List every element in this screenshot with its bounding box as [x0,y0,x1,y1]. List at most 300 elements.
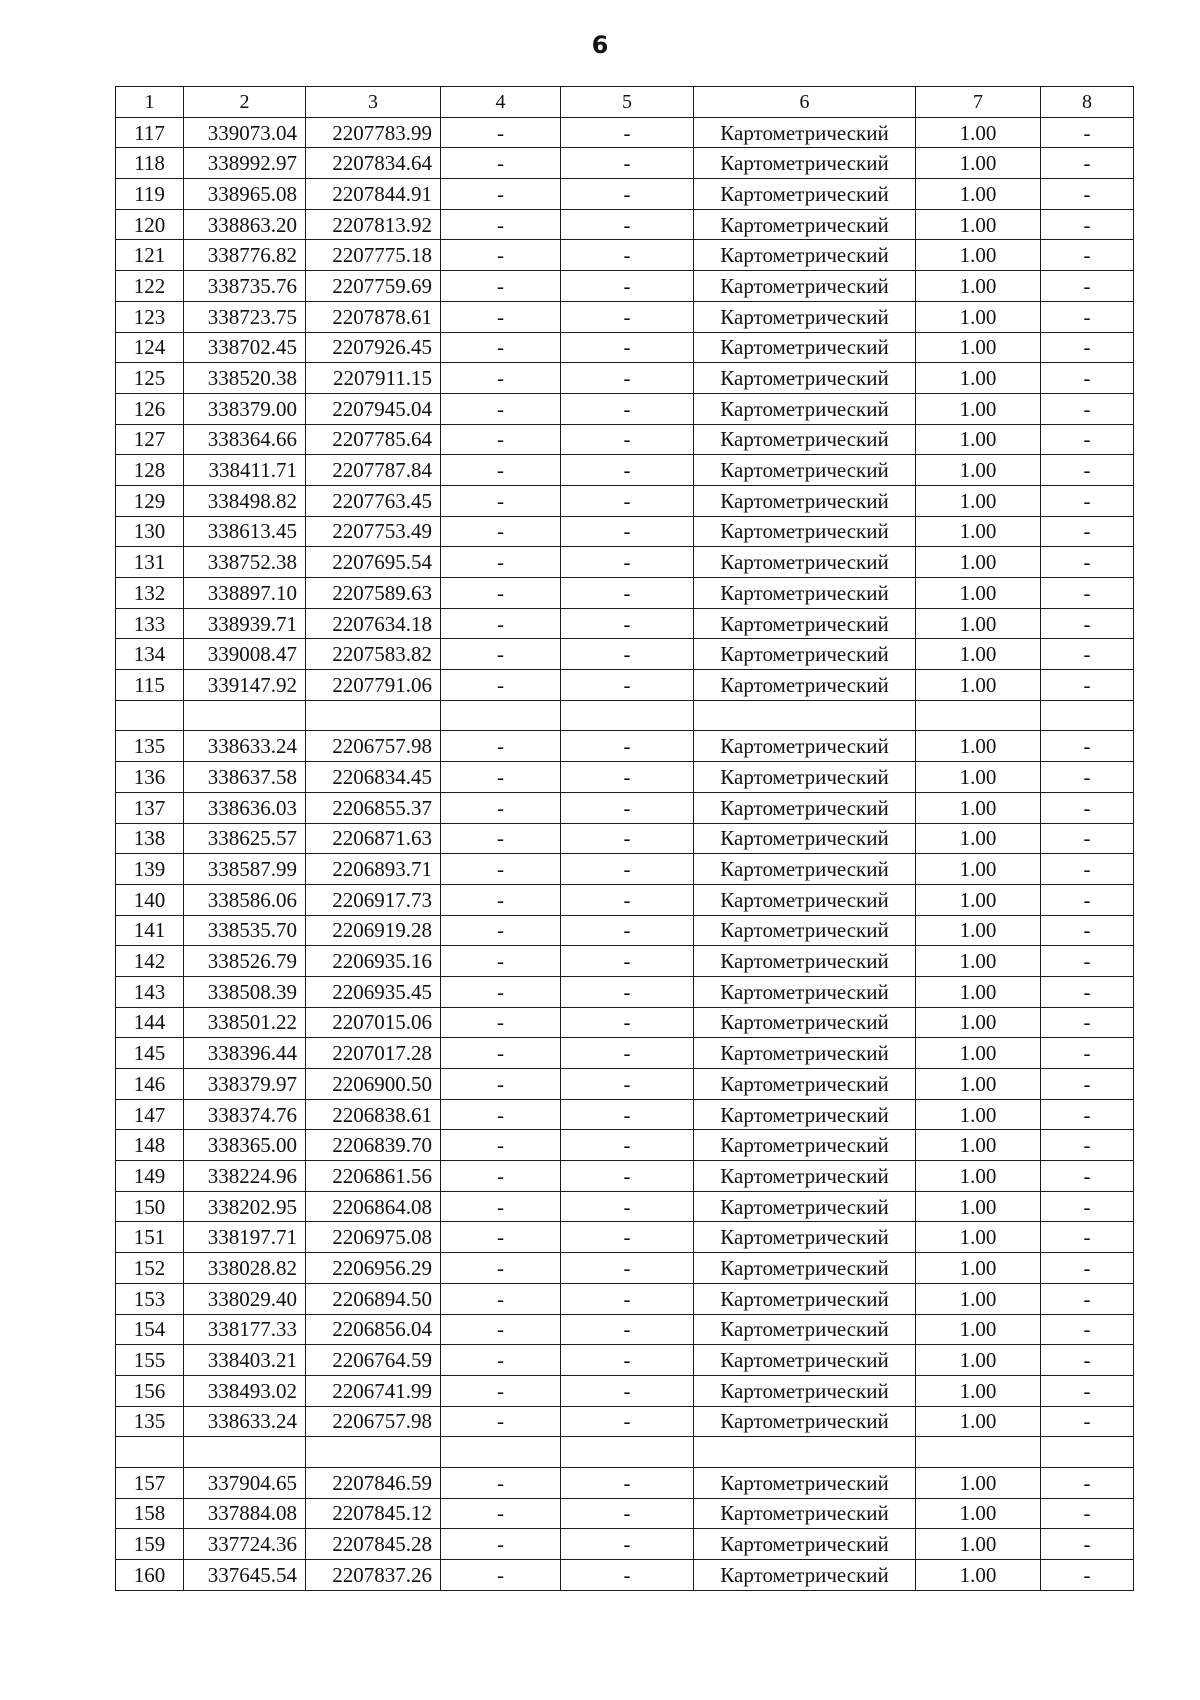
method-cell: Картометрический [694,1099,916,1130]
y-coordinate-cell: 2207775.18 [306,240,441,271]
method-cell: Картометрический [694,670,916,701]
table-row [116,1007,1134,1038]
y-coordinate-cell: 2206956.29 [306,1253,441,1284]
col4-cell: - [441,1406,561,1437]
point-number-cell: 120 [116,209,184,240]
col4-cell: - [441,639,561,670]
x-coordinate-cell: 338735.76 [184,271,306,302]
method-cell: Картометрический [694,854,916,885]
table-row [116,1560,1134,1591]
y-coordinate-cell: 2207759.69 [306,271,441,302]
point-number-cell: 156 [116,1375,184,1406]
table-body [116,87,1134,1591]
accuracy-cell: 1.00 [916,148,1041,179]
x-coordinate-cell: 338897.10 [184,578,306,609]
col8-cell: - [1041,148,1134,179]
accuracy-cell: 1.00 [916,332,1041,363]
x-coordinate-cell: 338613.45 [184,516,306,547]
x-coordinate-cell: 338028.82 [184,1253,306,1284]
accuracy-cell: 1.00 [916,1161,1041,1192]
table-row [116,700,1134,731]
x-coordinate-cell: 338723.75 [184,301,306,332]
method-cell: Картометрический [694,271,916,302]
x-coordinate-cell: 338992.97 [184,148,306,179]
x-coordinate-cell: 338637.58 [184,762,306,793]
col4-cell: - [441,1130,561,1161]
table-row [116,1130,1134,1161]
method-cell: Картометрический [694,1283,916,1314]
col5-cell: - [561,240,694,271]
y-coordinate-cell: 2207634.18 [306,608,441,639]
method-cell: Картометрический [694,179,916,210]
point-number-cell: 149 [116,1161,184,1192]
x-coordinate-cell: 338501.22 [184,1007,306,1038]
accuracy-cell [916,700,1041,731]
col8-cell: - [1041,1161,1134,1192]
col8-cell: - [1041,1498,1134,1529]
x-coordinate-cell: 337884.08 [184,1498,306,1529]
x-coordinate-cell: 338202.95 [184,1191,306,1222]
y-coordinate-cell: 2206834.45 [306,762,441,793]
method-cell [694,700,916,731]
point-number-cell: 158 [116,1498,184,1529]
col4-cell: - [441,455,561,486]
col5-cell: - [561,1069,694,1100]
col5-cell: - [561,976,694,1007]
y-coordinate-cell [306,1437,441,1468]
accuracy-cell: 1.00 [916,915,1041,946]
col4-cell: - [441,1069,561,1100]
col4-cell: - [441,240,561,271]
table-row [116,393,1134,424]
accuracy-cell: 1.00 [916,639,1041,670]
col5-cell: - [561,1529,694,1560]
col8-cell: - [1041,946,1134,977]
col5-cell: - [561,639,694,670]
col8-cell: - [1041,792,1134,823]
accuracy-cell: 1.00 [916,854,1041,885]
accuracy-cell: 1.00 [916,424,1041,455]
y-coordinate-cell: 2207945.04 [306,393,441,424]
method-cell: Картометрический [694,1253,916,1284]
point-number-cell: 154 [116,1314,184,1345]
col8-cell: - [1041,1130,1134,1161]
col4-cell: - [441,1498,561,1529]
col8-cell: - [1041,670,1134,701]
col8-cell: - [1041,1314,1134,1345]
col5-cell [561,1437,694,1468]
col5-cell: - [561,547,694,578]
col5-cell: - [561,1406,694,1437]
col5-cell: - [561,823,694,854]
accuracy-cell: 1.00 [916,1069,1041,1100]
accuracy-cell: 1.00 [916,240,1041,271]
y-coordinate-cell: 2206917.73 [306,884,441,915]
table-row [116,976,1134,1007]
accuracy-cell: 1.00 [916,731,1041,762]
table-row [116,578,1134,609]
table-row [116,762,1134,793]
col8-cell: - [1041,762,1134,793]
col4-cell: - [441,209,561,240]
y-coordinate-cell: 2206856.04 [306,1314,441,1345]
col4-cell: - [441,731,561,762]
y-coordinate-cell: 2207783.99 [306,117,441,148]
col5-cell: - [561,731,694,762]
point-number-cell: 157 [116,1467,184,1498]
y-coordinate-cell: 2207583.82 [306,639,441,670]
accuracy-cell: 1.00 [916,1406,1041,1437]
col5-cell: - [561,946,694,977]
x-coordinate-cell: 338396.44 [184,1038,306,1069]
accuracy-cell: 1.00 [916,1283,1041,1314]
method-cell: Картометрический [694,639,916,670]
x-coordinate-cell: 338939.71 [184,608,306,639]
table-row [116,915,1134,946]
col4-cell [441,1437,561,1468]
col5-cell: - [561,578,694,609]
point-number-cell: 131 [116,547,184,578]
accuracy-cell: 1.00 [916,1375,1041,1406]
col4-cell: - [441,516,561,547]
column-header: 6 [694,87,916,118]
accuracy-cell: 1.00 [916,1529,1041,1560]
table-row [116,1314,1134,1345]
point-number-cell: 140 [116,884,184,915]
point-number-cell: 152 [116,1253,184,1284]
method-cell [694,1437,916,1468]
y-coordinate-cell: 2207695.54 [306,547,441,578]
point-number-cell: 117 [116,117,184,148]
x-coordinate-cell: 338702.45 [184,332,306,363]
x-coordinate-cell: 338403.21 [184,1345,306,1376]
y-coordinate-cell: 2207017.28 [306,1038,441,1069]
y-coordinate-cell: 2206900.50 [306,1069,441,1100]
col5-cell: - [561,1498,694,1529]
accuracy-cell: 1.00 [916,670,1041,701]
x-coordinate-cell: 338493.02 [184,1375,306,1406]
y-coordinate-cell: 2206839.70 [306,1130,441,1161]
accuracy-cell: 1.00 [916,271,1041,302]
accuracy-cell: 1.00 [916,1498,1041,1529]
col5-cell: - [561,915,694,946]
x-coordinate-cell: 338029.40 [184,1283,306,1314]
point-number-cell: 133 [116,608,184,639]
x-coordinate-cell: 338365.00 [184,1130,306,1161]
x-coordinate-cell: 338535.70 [184,915,306,946]
x-coordinate-cell: 338411.71 [184,455,306,486]
method-cell: Картометрический [694,332,916,363]
table-row [116,1099,1134,1130]
col5-cell: - [561,608,694,639]
col8-cell [1041,700,1134,731]
y-coordinate-cell: 2207813.92 [306,209,441,240]
method-cell: Картометрический [694,915,916,946]
table-row [116,1253,1134,1284]
col8-cell: - [1041,1345,1134,1376]
col4-cell: - [441,1038,561,1069]
point-number-cell: 148 [116,1130,184,1161]
y-coordinate-cell: 2207787.84 [306,455,441,486]
y-coordinate-cell: 2207015.06 [306,1007,441,1038]
point-number-cell: 151 [116,1222,184,1253]
point-number-cell: 137 [116,792,184,823]
x-coordinate-cell: 337724.36 [184,1529,306,1560]
y-coordinate-cell: 2206764.59 [306,1345,441,1376]
y-coordinate-cell: 2206861.56 [306,1161,441,1192]
method-cell: Картометрический [694,485,916,516]
point-number-cell: 135 [116,1406,184,1437]
x-coordinate-cell: 338379.97 [184,1069,306,1100]
accuracy-cell: 1.00 [916,1038,1041,1069]
accuracy-cell: 1.00 [916,516,1041,547]
point-number-cell: 132 [116,578,184,609]
method-cell: Картометрический [694,209,916,240]
col4-cell: - [441,823,561,854]
y-coordinate-cell: 2207837.26 [306,1560,441,1591]
method-cell: Картометрический [694,1560,916,1591]
accuracy-cell: 1.00 [916,1314,1041,1345]
table-row [116,1069,1134,1100]
method-cell: Картометрический [694,455,916,486]
table-row [116,301,1134,332]
col8-cell: - [1041,332,1134,363]
x-coordinate-cell: 338776.82 [184,240,306,271]
col8-cell: - [1041,117,1134,148]
accuracy-cell: 1.00 [916,1345,1041,1376]
y-coordinate-cell: 2207791.06 [306,670,441,701]
y-coordinate-cell: 2207834.64 [306,148,441,179]
table-row [116,424,1134,455]
table-row [116,670,1134,701]
method-cell: Картометрический [694,363,916,394]
x-coordinate-cell: 338520.38 [184,363,306,394]
col4-cell [441,700,561,731]
method-cell: Картометрический [694,946,916,977]
y-coordinate-cell: 2207763.45 [306,485,441,516]
table-row [116,1467,1134,1498]
col8-cell: - [1041,976,1134,1007]
y-coordinate-cell: 2207845.28 [306,1529,441,1560]
column-header: 1 [116,87,184,118]
accuracy-cell: 1.00 [916,1099,1041,1130]
col8-cell: - [1041,485,1134,516]
method-cell: Картометрический [694,731,916,762]
point-number-cell: 143 [116,976,184,1007]
col4-cell: - [441,1253,561,1284]
col5-cell [561,700,694,731]
col8-cell: - [1041,854,1134,885]
col8-cell: - [1041,1375,1134,1406]
point-number-cell: 115 [116,670,184,701]
col4-cell: - [441,884,561,915]
col8-cell: - [1041,1406,1134,1437]
col5-cell: - [561,393,694,424]
accuracy-cell: 1.00 [916,455,1041,486]
col5-cell: - [561,271,694,302]
y-coordinate-cell: 2207785.64 [306,424,441,455]
col5-cell: - [561,1007,694,1038]
point-number-cell: 144 [116,1007,184,1038]
col5-cell: - [561,854,694,885]
method-cell: Картометрический [694,547,916,578]
y-coordinate-cell [306,700,441,731]
col8-cell: - [1041,639,1134,670]
point-number-cell [116,1437,184,1468]
col8-cell: - [1041,516,1134,547]
x-coordinate-cell: 338625.57 [184,823,306,854]
col5-cell: - [561,1099,694,1130]
accuracy-cell: 1.00 [916,1130,1041,1161]
method-cell: Картометрический [694,762,916,793]
col4-cell: - [441,946,561,977]
col8-cell: - [1041,1529,1134,1560]
y-coordinate-cell: 2206935.16 [306,946,441,977]
col8-cell: - [1041,915,1134,946]
y-coordinate-cell: 2206855.37 [306,792,441,823]
accuracy-cell: 1.00 [916,1467,1041,1498]
accuracy-cell: 1.00 [916,209,1041,240]
y-coordinate-cell: 2207845.12 [306,1498,441,1529]
x-coordinate-cell: 338197.71 [184,1222,306,1253]
col8-cell: - [1041,1253,1134,1284]
col4-cell: - [441,301,561,332]
y-coordinate-cell: 2206838.61 [306,1099,441,1130]
accuracy-cell: 1.00 [916,578,1041,609]
point-number-cell: 139 [116,854,184,885]
point-number-cell: 129 [116,485,184,516]
col5-cell: - [561,516,694,547]
method-cell: Картометрический [694,1191,916,1222]
table-row [116,884,1134,915]
accuracy-cell: 1.00 [916,485,1041,516]
col4-cell: - [441,670,561,701]
col5-cell: - [561,1038,694,1069]
accuracy-cell: 1.00 [916,1191,1041,1222]
method-cell: Картометрический [694,240,916,271]
method-cell: Картометрический [694,516,916,547]
accuracy-cell: 1.00 [916,792,1041,823]
method-cell: Картометрический [694,1007,916,1038]
y-coordinate-cell: 2207911.15 [306,363,441,394]
point-number-cell: 124 [116,332,184,363]
col5-cell: - [561,485,694,516]
table-row [116,1038,1134,1069]
method-cell: Картометрический [694,393,916,424]
col8-cell: - [1041,731,1134,762]
col8-cell: - [1041,209,1134,240]
table-row [116,1375,1134,1406]
column-header: 5 [561,87,694,118]
x-coordinate-cell: 339008.47 [184,639,306,670]
col8-cell: - [1041,455,1134,486]
table-row [116,1529,1134,1560]
col5-cell: - [561,1191,694,1222]
col4-cell: - [441,1314,561,1345]
method-cell: Картометрический [694,1161,916,1192]
y-coordinate-cell: 2206757.98 [306,731,441,762]
col8-cell: - [1041,393,1134,424]
column-header: 3 [306,87,441,118]
point-number-cell [116,700,184,731]
col5-cell: - [561,1222,694,1253]
col5-cell: - [561,1375,694,1406]
point-number-cell: 125 [116,363,184,394]
method-cell: Картометрический [694,1406,916,1437]
method-cell: Картометрический [694,578,916,609]
col5-cell: - [561,1314,694,1345]
col8-cell: - [1041,301,1134,332]
col8-cell: - [1041,363,1134,394]
accuracy-cell: 1.00 [916,301,1041,332]
col5-cell: - [561,209,694,240]
col8-cell: - [1041,1467,1134,1498]
table-row [116,1161,1134,1192]
x-coordinate-cell: 338374.76 [184,1099,306,1130]
point-number-cell: 135 [116,731,184,762]
table-row [116,1345,1134,1376]
accuracy-cell: 1.00 [916,1222,1041,1253]
col4-cell: - [441,1222,561,1253]
point-number-cell: 160 [116,1560,184,1591]
x-coordinate-cell: 338633.24 [184,731,306,762]
col5-cell: - [561,1161,694,1192]
point-number-cell: 138 [116,823,184,854]
x-coordinate-cell: 337645.54 [184,1560,306,1591]
col4-cell: - [441,148,561,179]
col4-cell: - [441,485,561,516]
point-number-cell: 145 [116,1038,184,1069]
point-number-cell: 122 [116,271,184,302]
col4-cell: - [441,363,561,394]
table-row [116,148,1134,179]
point-number-cell: 123 [116,301,184,332]
col4-cell: - [441,1560,561,1591]
accuracy-cell: 1.00 [916,393,1041,424]
table-row [116,792,1134,823]
col8-cell: - [1041,424,1134,455]
col8-cell: - [1041,1222,1134,1253]
x-coordinate-cell: 338364.66 [184,424,306,455]
column-header: 7 [916,87,1041,118]
point-number-cell: 153 [116,1283,184,1314]
y-coordinate-cell: 2207589.63 [306,578,441,609]
col5-cell: - [561,670,694,701]
col4-cell: - [441,1345,561,1376]
col8-cell: - [1041,547,1134,578]
col4-cell: - [441,1099,561,1130]
col4-cell: - [441,1007,561,1038]
table-row [116,455,1134,486]
col5-cell: - [561,1253,694,1284]
col4-cell: - [441,1283,561,1314]
point-number-cell: 128 [116,455,184,486]
point-number-cell: 142 [116,946,184,977]
point-number-cell: 118 [116,148,184,179]
col5-cell: - [561,117,694,148]
col8-cell: - [1041,884,1134,915]
col4-cell: - [441,117,561,148]
col5-cell: - [561,301,694,332]
method-cell: Картометрический [694,1130,916,1161]
y-coordinate-cell: 2207844.91 [306,179,441,210]
col4-cell: - [441,332,561,363]
table-row [116,639,1134,670]
col8-cell: - [1041,823,1134,854]
table-row [116,1191,1134,1222]
table-row [116,271,1134,302]
table-header-row [116,87,1134,118]
